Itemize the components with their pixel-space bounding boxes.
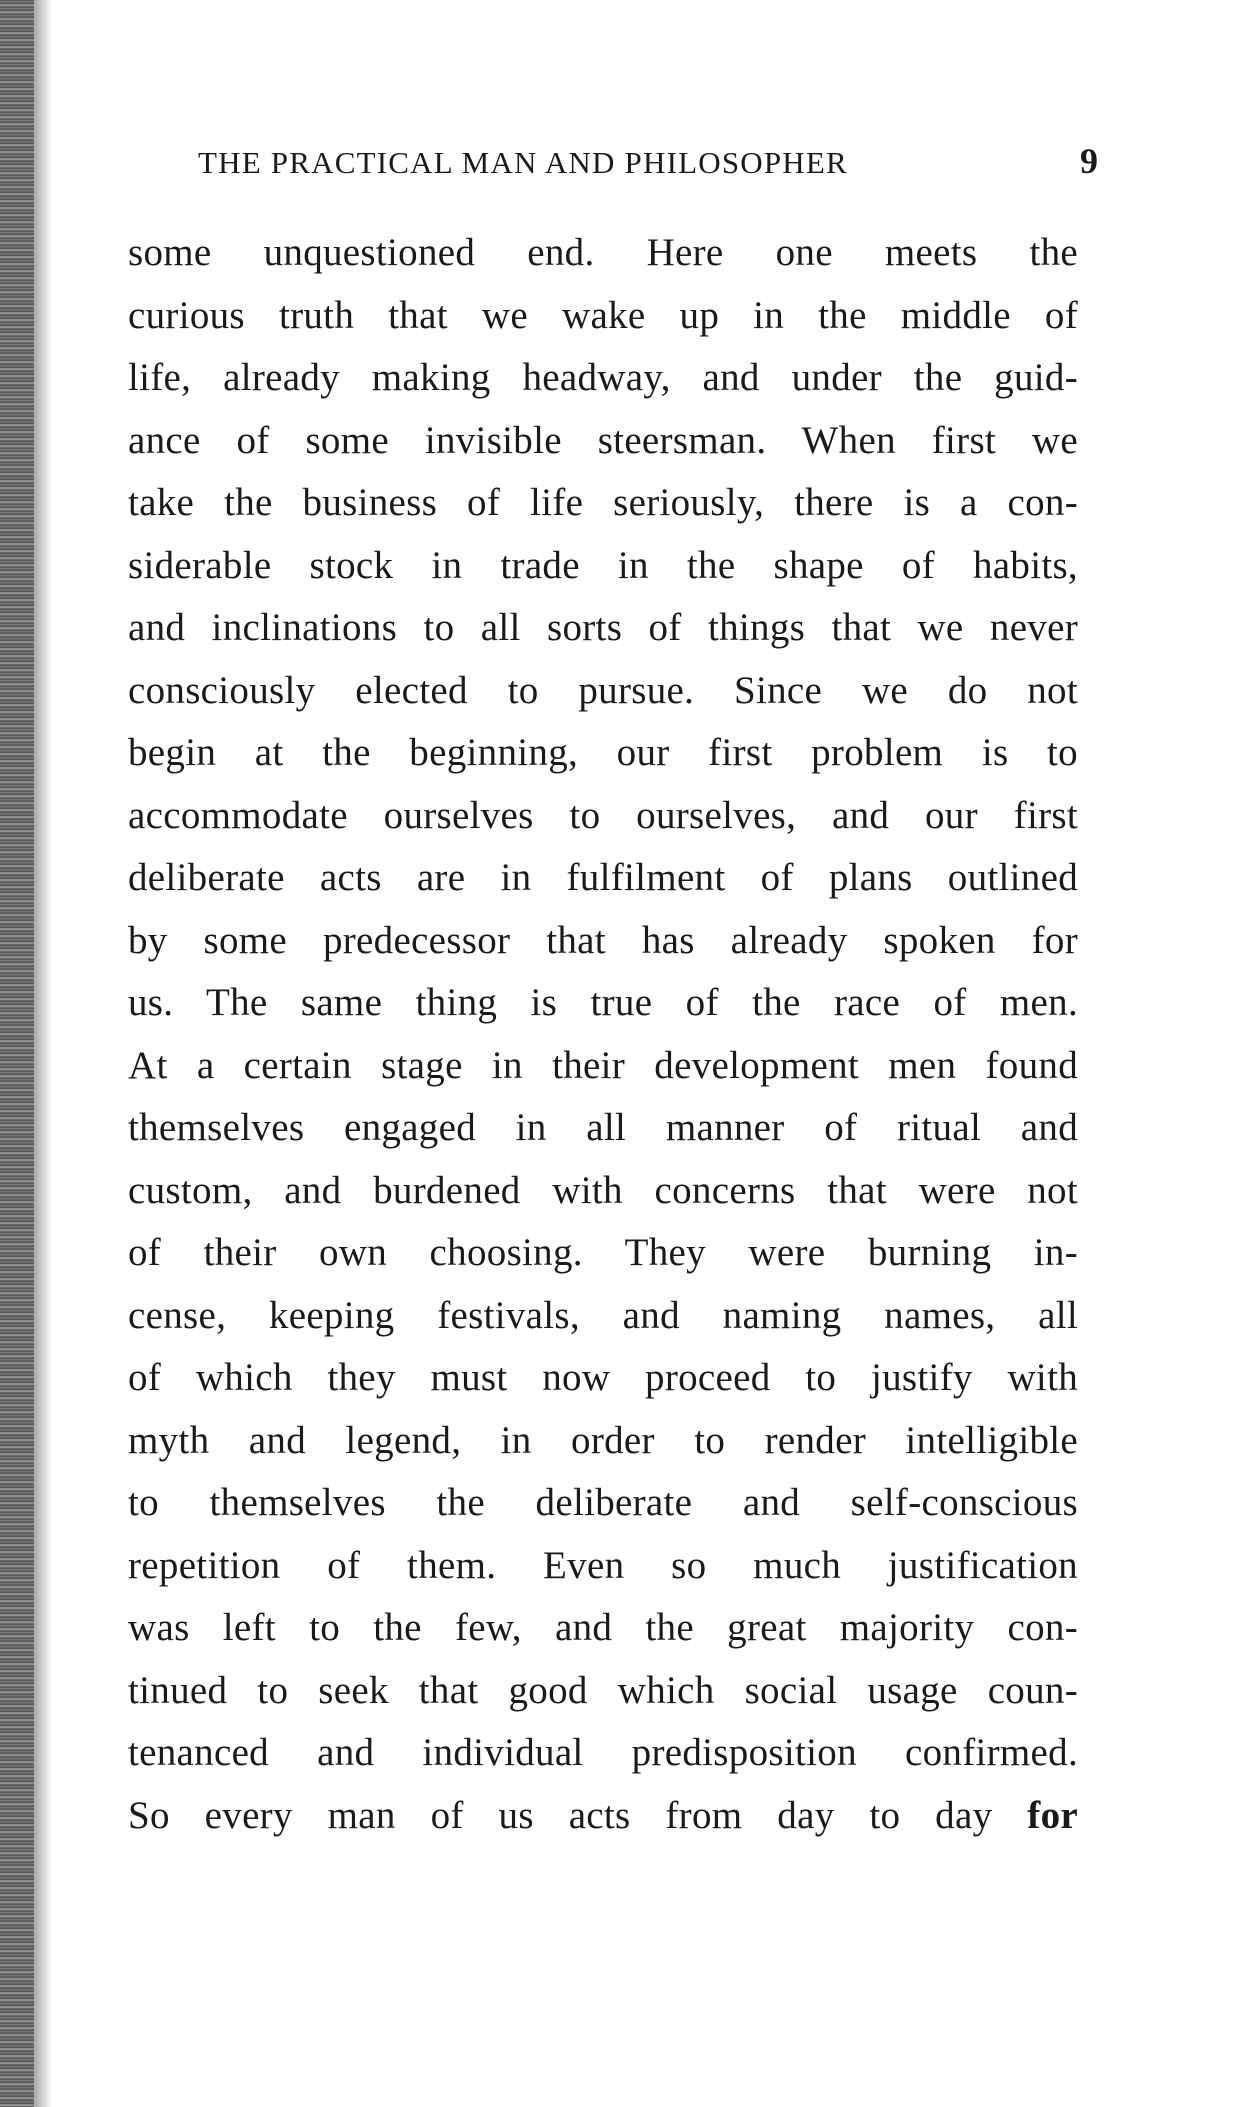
text-line: custom, and burdened with concerns that were not (128, 1168, 1078, 1212)
text-line: siderable stock in trade in the shape of habits, (128, 543, 1078, 587)
last-line-text: So every man of us acts from day to day (128, 1793, 993, 1837)
text-line: cense, keeping festivals, and naming names, all (128, 1293, 1078, 1337)
text-line: At a certain stage in their development men found (128, 1043, 1078, 1087)
text-line: was left to the few, and the great majority con- (128, 1606, 1078, 1649)
text-line: to themselves the deliberate and self-conscious (128, 1481, 1078, 1524)
text-line: tinued to seek that good which social usage coun- (128, 1668, 1078, 1712)
text-line: repetition of them. Even so much justification (128, 1543, 1078, 1587)
text-line: begin at the beginning, our first problem is to (128, 731, 1078, 774)
body-text (128, 222, 1078, 1847)
text-line: ance of some invisible steersman. When first we (128, 418, 1078, 462)
text-line: deliberate acts are in fulfilment of plans outlined (128, 856, 1078, 899)
book-binding-edge (0, 0, 34, 2107)
text-line: myth and legend, in order to render intelligible (128, 1418, 1078, 1462)
text-line: curious truth that we wake up in the middle of (128, 293, 1078, 337)
text-line: life, already making headway, and under the guid- (128, 356, 1078, 399)
text-line: of their own choosing. They were burning in- (128, 1231, 1078, 1274)
last-text-line (128, 1785, 1078, 1848)
text-line: us. The same thing is true of the race of men. (128, 981, 1078, 1024)
page-number: 9 (1080, 141, 1098, 181)
text-line: consciously elected to pursue. Since we do not (128, 668, 1078, 712)
catchword: for (1027, 1793, 1078, 1837)
text-line: tenanced and individual predisposition confirmed. (128, 1731, 1078, 1774)
text-line: by some predecessor that has already spoken for (128, 918, 1078, 962)
text-line: of which they must now proceed to justify with (128, 1356, 1078, 1399)
text-line: themselves engaged in all manner of ritual and (128, 1106, 1078, 1149)
text-line: some unquestioned end. Here one meets the (128, 231, 1078, 274)
page-header (198, 140, 1098, 190)
running-head: THE PRACTICAL MAN AND PHILOSOPHER (198, 145, 848, 180)
text-line: accommodate ourselves to ourselves, and our first (128, 793, 1078, 837)
text-line: and inclinations to all sorts of things that we never (128, 606, 1078, 649)
text-line: take the business of life seriously, there is a con- (128, 481, 1078, 524)
